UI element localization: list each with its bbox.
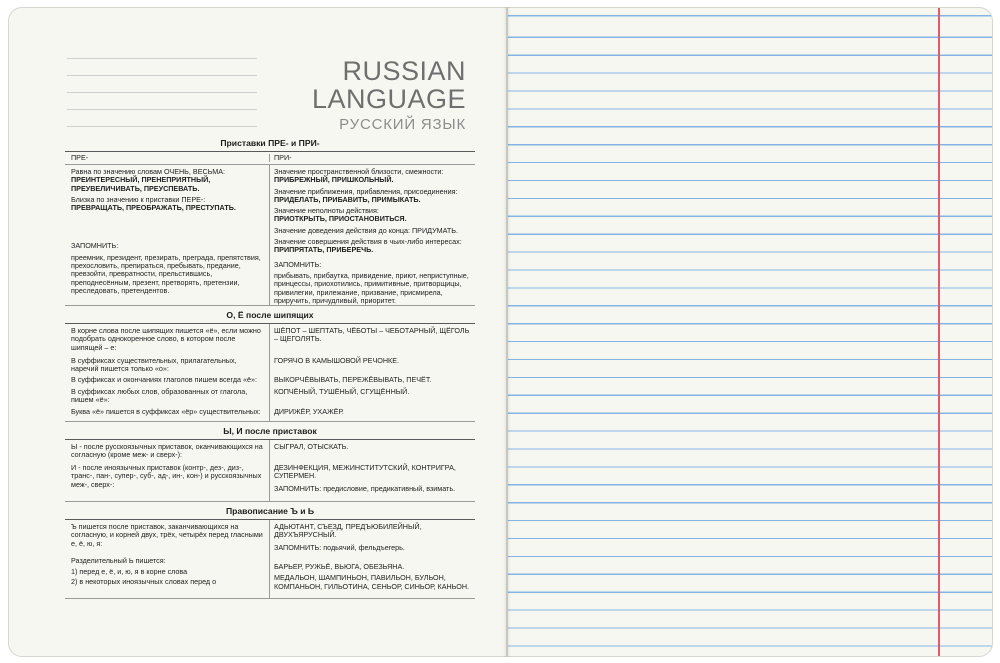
rule-desc: Значение неполноты действия: <box>274 206 379 216</box>
section-title-hard-soft-sign: Правописание Ъ и Ь <box>225 506 315 516</box>
rule-text: Ы - после русскоязычных приставок, оканчивающихся на согласную (кроме меж- и сверх-): <box>71 442 263 460</box>
rule-text <box>71 168 263 193</box>
remember-words: преемник, президент, презирать, преграда, препятствия, прехословить, препираться, пребывать, предание, превзойти, превратности, прельстившись, преподнесённым, презент, претворять, претензии, преследовать, претендентов. <box>71 252 261 295</box>
rule-examples: ПРИБРЕЖНЫЙ, ПРИШКОЛЬНЫЙ. <box>274 175 394 185</box>
rule-examples: КОПЧЁНЫЙ, ТУШЁНЫЙ, СГУЩЁННЫЙ. <box>274 387 410 396</box>
rule-desc: Близка по значению к приставки ПЕРЕ-: <box>71 194 206 204</box>
rule-text: И - после иноязычных приставок (контр-, дез-, диз-, транс-, пан-, супер-, суб-, ад-, ин-, кон-) и русскоязычных меж-, сверх-: <box>71 463 262 489</box>
example-column <box>270 520 475 598</box>
rule-text: 1) перед е, ё, и, ю, я в корне слова <box>71 567 188 577</box>
write-line <box>67 109 257 110</box>
remember-label: ЗАПОМНИТЬ: <box>274 259 322 269</box>
title-subtitle: РУССКИЙ ЯЗЫК <box>339 116 466 133</box>
rule-examples: ДИРИЖЁР, УХАЖЁР. <box>274 407 344 416</box>
section-body <box>65 520 475 598</box>
header-pri: ПРИ- <box>274 153 292 162</box>
section-title-y-i: Ы, И после приставок <box>223 426 317 436</box>
rule-examples: ЗАПОМНИТЬ: подьячий, фельдъегерь. <box>274 543 405 552</box>
left-page <box>8 7 507 657</box>
rule-column <box>65 324 270 421</box>
rule-examples: АДЬЮТАНТ, СЪЕЗД, ПРЕДЪЮБИЛЕЙНЫЙ, ДВУХЪЯРУСНЫЙ. <box>274 522 422 540</box>
rule-column <box>65 520 270 598</box>
rule-examples: ДЕЗИНФЕКЦИЯ, МЕЖИНСТИТУТСКИЙ, КОНТРИГРА, СУПЕРМЕН. <box>274 463 456 481</box>
column-headers <box>65 152 475 165</box>
section-body <box>65 324 475 421</box>
write-line <box>67 75 257 76</box>
rule-examples: ВЫКОРЧЁВЫВАТЬ, ПЕРЕЖЁВЫВАТЬ, ПЕЧЁТ. <box>274 375 432 384</box>
right-lined-page <box>507 7 993 657</box>
header-pre: ПРЕ- <box>65 154 270 162</box>
divider <box>65 598 475 599</box>
rule-text <box>71 196 263 213</box>
title-line-1: RUSSIAN <box>342 56 466 86</box>
rule-examples: ПРЕВРАЩАТЬ, ПРЕОБРАЖАТЬ, ПРЕСТУПАТЬ. <box>71 203 236 213</box>
write-line <box>67 126 257 127</box>
rule-desc: Значение пространственной близости, смежности: <box>274 167 444 176</box>
rule-examples: ПРИПРЯТАТЬ, ПРИБЕРЕЧЬ. <box>274 245 374 255</box>
name-write-lines <box>67 58 257 143</box>
rule-text <box>274 188 475 205</box>
page-title <box>312 57 466 133</box>
rule-examples: ПРИОТКРЫТЬ, ПРИОСТАНОВИТЬСЯ. <box>274 214 407 224</box>
rule-text: В суффиксах любых слов, образованных от глагола, пишем «ё»: <box>71 387 248 405</box>
write-line <box>67 58 257 59</box>
rule-examples: ПРЕИНТЕРЕСНЫЙ, ПРЕНЕПРИЯТНЫЙ, ПРЕУВЕЛИЧИВАТЬ, ПРЕУСПЕВАТЬ. <box>71 175 211 193</box>
rule-text <box>274 207 475 224</box>
section-body <box>65 165 475 305</box>
section-body <box>65 440 475 501</box>
rule-examples: МЕДАЛЬОН, ШАМПИНЬОН, ПАВИЛЬОН, БУЛЬОН, КОМПАНЬОН, ГИЛЬОТИНА, СЕНЬОР, СИНЬОР, КАНЬОН. <box>274 573 470 591</box>
title-line-2: LANGUAGE <box>311 84 466 114</box>
example-column <box>270 324 475 421</box>
notebook-spine <box>503 7 511 657</box>
rule-desc: Равна по значению словам ОЧЕНЬ, ВЕСЬМА: <box>71 167 226 176</box>
rule-examples: БАРЬЕР, РУЖЬЁ, ВЬЮГА, ОБЕЗЬЯНА. <box>274 562 405 571</box>
rule-text <box>274 168 475 185</box>
rule-text: Ъ пишется после приставок, заканчивающихся на согласную, и корней двух, трёх, четырёх перед гласными е, ё, ю, я: <box>71 522 263 548</box>
rule-examples: СЫГРАЛ, ОТЫСКАТЬ. <box>274 442 349 451</box>
example-column <box>270 440 475 501</box>
rule-text: В суффиксах существительных, прилагательных, наречий пишется только «о»: <box>71 356 237 374</box>
section-title-o-yo: О, Ё после шипящих <box>226 310 314 320</box>
rule-column <box>65 440 270 501</box>
rule-examples: ПРИДЕЛАТЬ, ПРИБАВИТЬ, ПРИМЫКАТЬ. <box>274 194 421 204</box>
rule-examples: ЗАПОМНИТЬ: предисловие, предикативный, взимать. <box>274 484 456 493</box>
pre-column <box>65 165 270 305</box>
rule-examples: ШЁПОТ – ШЕПТАТЬ, ЧЁБОТЫ – ЧЕБОТАРНЫЙ, ЩЁГОЛЬ – ЩЕГОЛЯТЬ. <box>274 326 470 344</box>
rule-text: В корне слова после шипящих пишется «ё», если можно подобрать однокоренное слово, в котором после шипящей – е: <box>71 326 261 352</box>
section-title-pre-pri: Приставки ПРЕ- и ПРИ- <box>220 138 320 148</box>
rule-text: 2) в некоторых иноязычных словах перед о <box>71 576 217 586</box>
rules-table <box>65 138 475 599</box>
write-line <box>67 92 257 93</box>
rule-examples: ГОРЯЧО В КАМЫШОВОЙ РЕЧОНКЕ. <box>274 356 400 365</box>
rule-desc: Значение совершения действия в чьих-либо интересах: <box>274 237 462 247</box>
remember-label: ЗАПОМНИТЬ: <box>71 241 119 251</box>
rule-desc: Значение приближения, прибавления, присоединения: <box>274 186 458 196</box>
red-margin-line <box>938 8 940 656</box>
rule-text: Буква «ё» пишется в суффиксах «ёр» существительных: <box>71 407 261 416</box>
remember-words: прибывать, прибаутка, привидение, приют, неприступные, принцессы, приохотились, примитивные, притворщицы, привилегии, прилежание, призвание, присмирела, приручить, причудливый, приоритет. <box>274 270 469 305</box>
rule-text: Значение доведения действия до конца: ПРИДУМАТЬ. <box>274 225 458 235</box>
rule-text: В суффиксах и окончаниях глаголов пишем всегда «ё»: <box>71 375 258 384</box>
rule-text: Разделительный Ь пишется: <box>71 556 166 565</box>
pri-column <box>270 165 475 305</box>
rule-text <box>274 238 475 255</box>
